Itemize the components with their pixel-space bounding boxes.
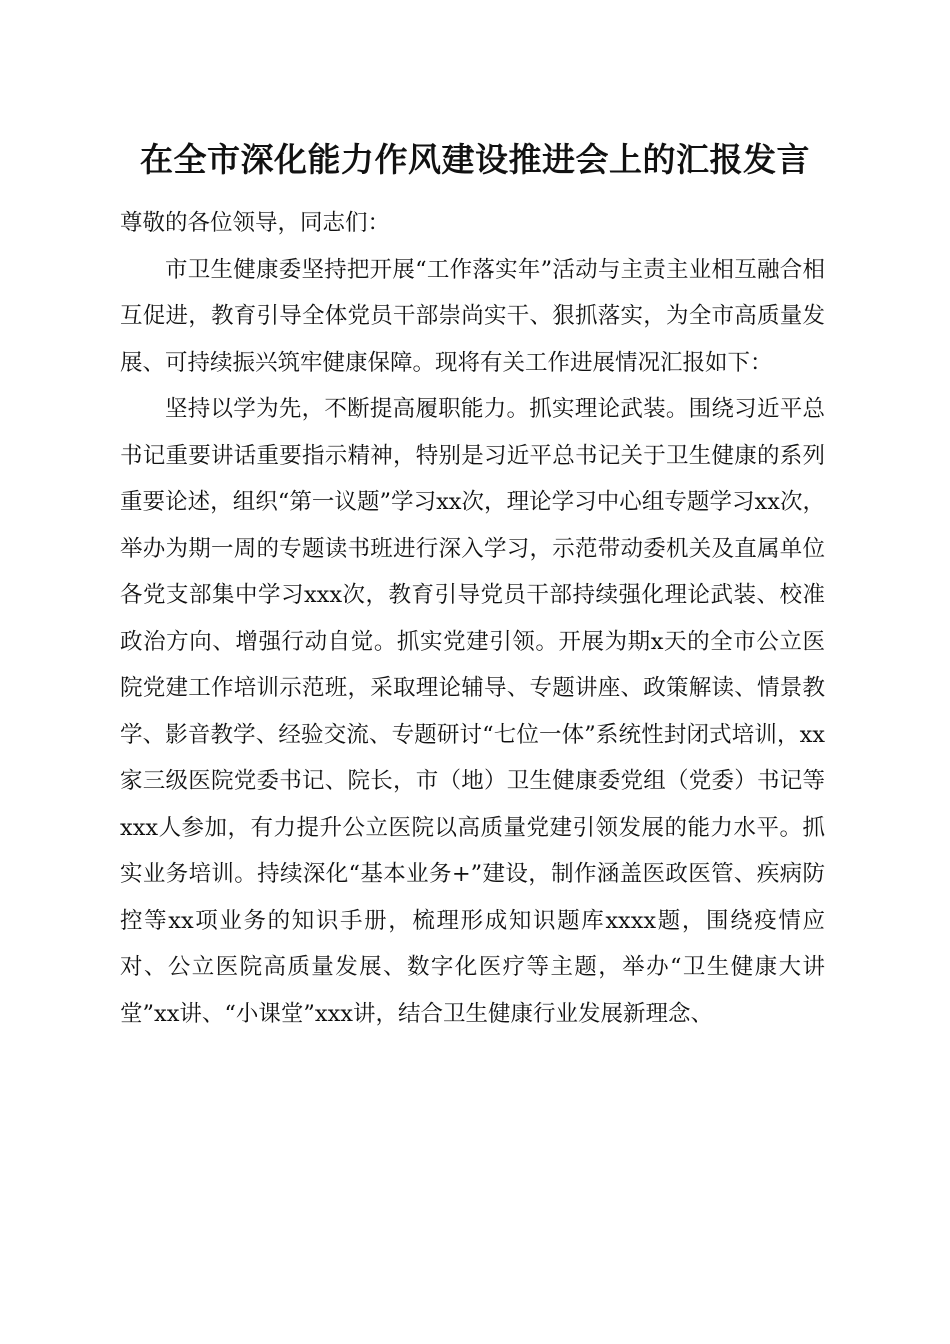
salutation: 尊敬的各位领导，同志们： (120, 210, 391, 236)
document-body (120, 200, 825, 1037)
paragraph-study: 坚持以学为先，不断提高履职能力。抓实理论武装。围绕习近平总书记重要讲话重要指示精神，特别是习近平总书记关于卫生健康的系列重要论述，组织“第一议题”学习xx次，理论学习中心组专题学习xx次，举办为期一周的专题读书班进行深入学习，示范带动委机关及直属单位各党支部集中学习xxx次，教育引导党员干部持续强化理论武装、校准政治方向、增强行动自觉。抓实党建引领。开展为期x天的全市公立医院党建工作培训示范班，采取理论辅导、专题讲座、政策解读、情景教学、影音教学、经验交流、专题研讨“七位一体”系统性封闭式培训，xx家三级医院党委书记、院长，市（地）卫生健康委党组（党委）书记等xxx人参加，有力提升公立医院以高质量党建引领发展的能力水平。抓实业务培训。持续深化“基本业务+”建设，制作涵盖医政医管、疾病防控等xx项业务的知识手册，梳理形成知识题库xxxx题，围绕疫情应对、公立医院高质量发展、数字化医疗等主题，举办“卫生健康大讲堂”xx讲、“小课堂”xxx讲，结合卫生健康行业发展新理念、 (120, 396, 825, 1027)
paragraph-intro: 市卫生健康委坚持把开展“工作落实年”活动与主责主业相互融合相互促进，教育引导全体党员干部崇尚实干、狠抓落实，为全市高质量发展、可持续振兴筑牢健康保障。现将有关工作进展情况汇报如下： (120, 256, 825, 376)
document-title: 在全市深化能力作风建设推进会上的汇报发言 (140, 140, 810, 179)
